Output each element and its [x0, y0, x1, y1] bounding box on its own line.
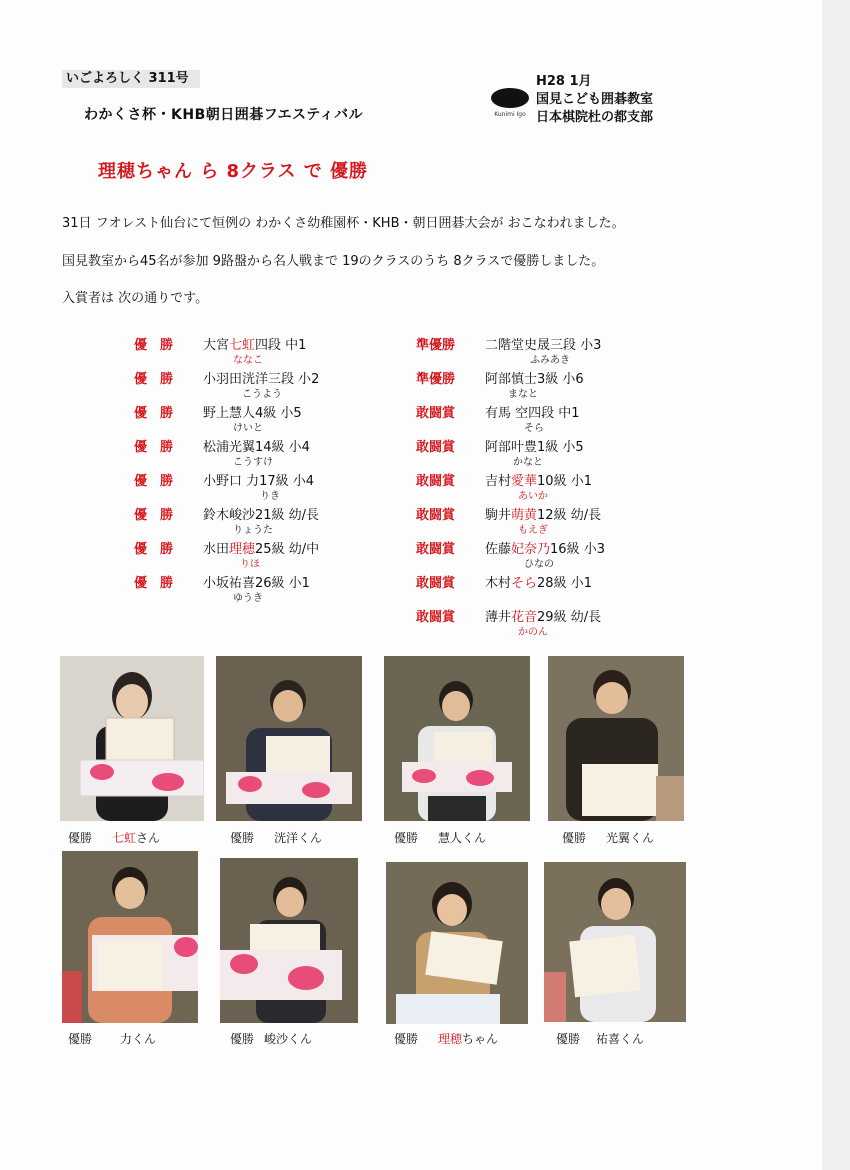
- caption-label: 優勝: [68, 831, 93, 845]
- winner-name: 小野口 力17級 小4: [203, 474, 315, 489]
- name-reading: ゆうき: [233, 593, 263, 604]
- award-label: 優 勝: [134, 508, 174, 523]
- photo-illustration: [60, 656, 204, 821]
- photo-illustration: [216, 656, 362, 821]
- award-label: 準優勝: [416, 372, 456, 387]
- name-highlight: 妃奈乃: [511, 542, 551, 557]
- award-label: 敢闘賞: [416, 576, 456, 591]
- go-stone-icon: [491, 88, 529, 108]
- name-highlight: 花音: [511, 610, 538, 625]
- award-row: [416, 334, 455, 353]
- caption-name-highlight: 七虹: [112, 831, 137, 845]
- name-highlight: 理穂: [229, 542, 256, 557]
- name-rank: 12級 幼/長: [537, 508, 602, 523]
- photo-illustration: [384, 656, 530, 821]
- photo-illustration: [544, 862, 686, 1022]
- caption-name: 慧人くん: [438, 831, 487, 845]
- winner-name: 松浦光翼14級 小4: [203, 440, 310, 455]
- winner-photo: [62, 851, 198, 1023]
- award-row: [416, 368, 455, 387]
- name-reading: ひなの: [524, 559, 554, 570]
- winner-photo: [216, 656, 362, 821]
- name-part: 駒井: [485, 508, 512, 523]
- winner-row: [134, 334, 173, 353]
- name-reading: そら: [524, 423, 544, 434]
- winner-photo: [60, 656, 204, 821]
- winner-row: [134, 402, 173, 421]
- name-part: 薄井: [485, 610, 512, 625]
- name-part: 木村: [485, 576, 512, 591]
- name-reading: かのん: [518, 627, 548, 638]
- award-row: [416, 538, 455, 557]
- award-label: 優 勝: [134, 372, 174, 387]
- award-label: 敢闘賞: [416, 474, 456, 489]
- name-rank: 10級 小1: [537, 474, 592, 489]
- winner-row: [134, 538, 173, 557]
- caption-name: さん: [136, 831, 161, 845]
- caption-name-highlight: 理穂: [438, 1032, 463, 1046]
- caption-label: 優勝: [394, 831, 419, 845]
- award-label: 敢闘賞: [416, 508, 456, 523]
- photo-caption: [556, 1030, 644, 1047]
- name-reading: あいか: [518, 491, 548, 502]
- name-part: 水田: [203, 542, 230, 557]
- name-reading: こうすけ: [233, 457, 273, 468]
- caption-label: 優勝: [394, 1032, 419, 1046]
- award-label: 優 勝: [134, 440, 174, 455]
- name-rank: 29級 幼/長: [537, 610, 602, 625]
- photo-illustration: [548, 656, 684, 821]
- winner-name: 野上慧人4級 小5: [203, 406, 302, 421]
- award-row: [416, 504, 455, 523]
- name-highlight: そら: [511, 576, 538, 591]
- winner-name: 小坂祐喜26級 小1: [203, 576, 310, 591]
- awardee-name: 有馬 空四段 中1: [485, 406, 580, 421]
- caption-name: 洸洋くん: [274, 831, 323, 845]
- name-reading: まなと: [508, 389, 538, 400]
- award-label: 優 勝: [134, 338, 174, 353]
- awardee-name: 阿部慎士3級 小6: [485, 372, 584, 387]
- caption-label: 優勝: [562, 831, 587, 845]
- body-line: 国見教室から45名が参加 9路盤から名人戦まで 19のクラスのうち 8クラスで優勝しました。: [62, 254, 605, 269]
- name-highlight: 萌黄: [511, 508, 538, 523]
- caption-name: 峻沙くん: [264, 1032, 313, 1046]
- photo-caption: [68, 829, 160, 846]
- name-reading: ふみあき: [530, 355, 570, 366]
- winner-row: [134, 436, 173, 455]
- name-reading: こうよう: [242, 389, 282, 400]
- award-row: [416, 606, 455, 625]
- photo-illustration: [386, 862, 528, 1024]
- photo-caption: [394, 1030, 498, 1047]
- caption-name: 力くん: [120, 1032, 157, 1046]
- awardee-name: 阿部叶豊1級 小5: [485, 440, 584, 455]
- winner-name: 小羽田洸洋三段 小2: [203, 372, 320, 387]
- winner-row: [134, 504, 173, 523]
- caption-label: 優勝: [230, 831, 255, 845]
- winner-photo: [548, 656, 684, 821]
- award-label: 敢闘賞: [416, 406, 456, 421]
- photo-caption: [68, 1030, 156, 1047]
- award-row: [416, 470, 455, 489]
- caption-name: ちゃん: [462, 1032, 499, 1046]
- name-highlight: 七虹: [229, 338, 256, 353]
- name-rank: 28級 小1: [537, 576, 592, 591]
- award-label: 準優勝: [416, 338, 456, 353]
- name-rank: 25級 幼/中: [255, 542, 320, 557]
- photo-caption: [230, 1030, 312, 1047]
- issue-date: H28 1月: [536, 74, 592, 89]
- award-label: 敢闘賞: [416, 440, 456, 455]
- festival-title: わかくさ杯・KHB朝日囲碁フエスティバル: [84, 107, 364, 123]
- awardee-name: 二階堂史晟三段 小3: [485, 338, 602, 353]
- name-reading: ななこ: [233, 355, 263, 366]
- award-label: 優 勝: [134, 576, 174, 591]
- name-reading: かなと: [513, 457, 543, 468]
- award-row: [416, 402, 455, 421]
- name-part: 大宮: [203, 338, 230, 353]
- awardee-name: [485, 572, 592, 591]
- name-rank: 四段 中1: [255, 338, 307, 353]
- award-label: 優 勝: [134, 406, 174, 421]
- award-label: 優 勝: [134, 542, 174, 557]
- name-part: 佐藤: [485, 542, 512, 557]
- winner-photo: [386, 862, 528, 1024]
- award-label: 優 勝: [134, 474, 174, 489]
- photo-caption: [562, 829, 654, 846]
- winner-name: 鈴木峻沙21級 幼/長: [203, 508, 320, 523]
- name-rank: 16級 小3: [550, 542, 605, 557]
- name-reading: もえぎ: [518, 525, 548, 536]
- name-reading: けいと: [233, 423, 263, 434]
- winner-row: [134, 470, 173, 489]
- body-line: 入賞者は 次の通りです。: [62, 291, 209, 306]
- kunimi-igo-logo: [491, 88, 529, 120]
- award-label: 敢闘賞: [416, 610, 456, 625]
- winner-photo: [384, 656, 530, 821]
- winner-name: [203, 538, 319, 557]
- photo-caption: [230, 829, 322, 846]
- winner-photo: [544, 862, 686, 1022]
- winner-row: [134, 572, 173, 591]
- award-label: 敢闘賞: [416, 542, 456, 557]
- award-row: [416, 572, 455, 591]
- school-name: 国見こども囲碁教室: [536, 92, 654, 107]
- headline: 理穂ちゃん ら 8クラス で 優勝: [98, 161, 369, 182]
- photo-caption: [394, 829, 486, 846]
- name-reading: りょうた: [233, 525, 273, 536]
- photo-illustration: [220, 858, 358, 1023]
- name-reading: りき: [260, 491, 280, 502]
- name-reading: りほ: [240, 559, 260, 570]
- caption-name: 祐喜くん: [596, 1032, 645, 1046]
- logo-text: Kunimi Igo: [494, 111, 526, 118]
- name-part: 吉村: [485, 474, 512, 489]
- body-line: 31日 フオレスト仙台にて恒例の わかくさ幼稚園杯・KHB・朝日囲碁大会が おこなわれました。: [62, 216, 625, 231]
- name-highlight: 愛華: [511, 474, 538, 489]
- caption-label: 優勝: [68, 1032, 93, 1046]
- award-row: [416, 436, 455, 455]
- branch-name: 日本棋院杜の都支部: [536, 110, 654, 125]
- winner-photo: [220, 858, 358, 1023]
- page-edge: [822, 0, 850, 1170]
- caption-name: 光翼くん: [606, 831, 655, 845]
- winner-row: [134, 368, 173, 387]
- issue-number: いごよろしく 311号: [62, 70, 200, 88]
- caption-label: 優勝: [230, 1032, 255, 1046]
- photo-illustration: [62, 851, 198, 1023]
- caption-label: 優勝: [556, 1032, 581, 1046]
